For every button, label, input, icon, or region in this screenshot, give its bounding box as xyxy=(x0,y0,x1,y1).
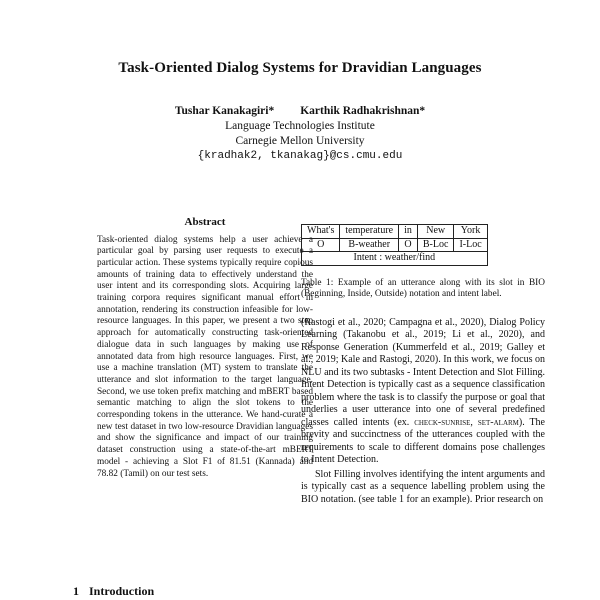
table-row-tags xyxy=(302,238,488,252)
abstract-heading: Abstract xyxy=(184,216,226,228)
table-cell: York xyxy=(454,225,487,239)
author-1: Tushar Kanakagiri* xyxy=(174,105,275,117)
table-cell: What's xyxy=(302,225,340,239)
table-caption: Table 1: Example of an utterance along with its slot in BIO (Beginning, Inside, Outside) notation and intent label. xyxy=(301,277,545,299)
table-cell-intent: Intent : weather/find xyxy=(302,252,488,266)
body-paragraph-1 xyxy=(301,317,545,467)
table-cell: temperature xyxy=(340,225,399,239)
right-column xyxy=(301,224,545,508)
section-title: Introduction xyxy=(89,584,155,598)
table-cell: O xyxy=(399,238,418,252)
table-row-tokens xyxy=(302,225,488,239)
paper-title: Task-Oriented Dialog Systems for Dravidian Languages xyxy=(118,60,482,76)
table-cell: B-Loc xyxy=(417,238,454,252)
affiliation-institute: Language Technologies Institute xyxy=(225,120,375,132)
section-heading xyxy=(73,584,154,599)
abstract-text: Task-oriented dialog systems help a user achieve a particular goal by parsing user requests to execute a particular action. These systems typically require copious amounts of training data to effectively understand the user intent and its corresponding slots. Acquiring large training corpora requires significant manual effort in annotation, rendering its construction infeasible for low-resource languages. In this paper, we present a two step approach for automatically constructing task-oriented dialogue data in such languages by making use of annotated data from high resource languages. First, we use a machine translation (MT) system to translate the utterance and slot information to the target language. Second, we use token prefix matching and mBERT based semantic matching to align the slot tokens to the corresponding tokens in the utterance. We hand-curate a new test dataset in two low-resource Dravidian languages and show the significance and impact of our training dataset construction using a state-of-the-art mBERT model - achieving a Slot F1 of 81.51 (Kannada) and 78.82 (Tamil) on our test sets. xyxy=(97,234,313,479)
table-cell: New xyxy=(417,225,454,239)
table-cell: I-Loc xyxy=(454,238,487,252)
author-email: {kradhak2, tkanakag}@cs.cmu.edu xyxy=(197,150,403,162)
author-names xyxy=(0,104,600,119)
table-row-intent xyxy=(302,252,488,266)
table-cell: in xyxy=(399,225,418,239)
table-cell: O xyxy=(302,238,340,252)
paragraph-text: (Rastogi et al., 2020; Campagna et al., 2020), Dialog Policy Learning (Takanobu et al., 2019; Li et al., 2020), and Response Generation (Kummerfeld et al., 2019; Galley et al., 2019; Kale and Rastogi, 2020). In this work, we focus on NLU and its two subtasks - Intent Detection and Slot Filling. Intent Detection is typically cast as a sequence classification problem where the task is to classify the purpose or goal that underlies a user utterance into one of several predefined classes called intents (ex. xyxy=(301,316,545,428)
body-paragraph-2: Slot Filling involves identifying the intent arguments and is typically cast as a sequence labelling problem using the BIO notation. (see table 1 for an example). Prior research on xyxy=(301,468,545,505)
intent-examples: check-sunrise, set-alarm xyxy=(414,416,519,428)
bio-example-table xyxy=(301,224,488,266)
table-cell: B-weather xyxy=(340,238,399,252)
left-column xyxy=(89,216,321,480)
paragraph-text: ). The brevity and succinctness of the utterances coupled with the requirements to scale to different domains pose challenges to Intent Detection. xyxy=(301,416,545,465)
author-block xyxy=(0,104,600,164)
affiliation-university: Carnegie Mellon University xyxy=(235,135,365,147)
author-2: Karthik Radhakrishnan* xyxy=(300,105,426,117)
section-number: 1 xyxy=(73,584,79,598)
